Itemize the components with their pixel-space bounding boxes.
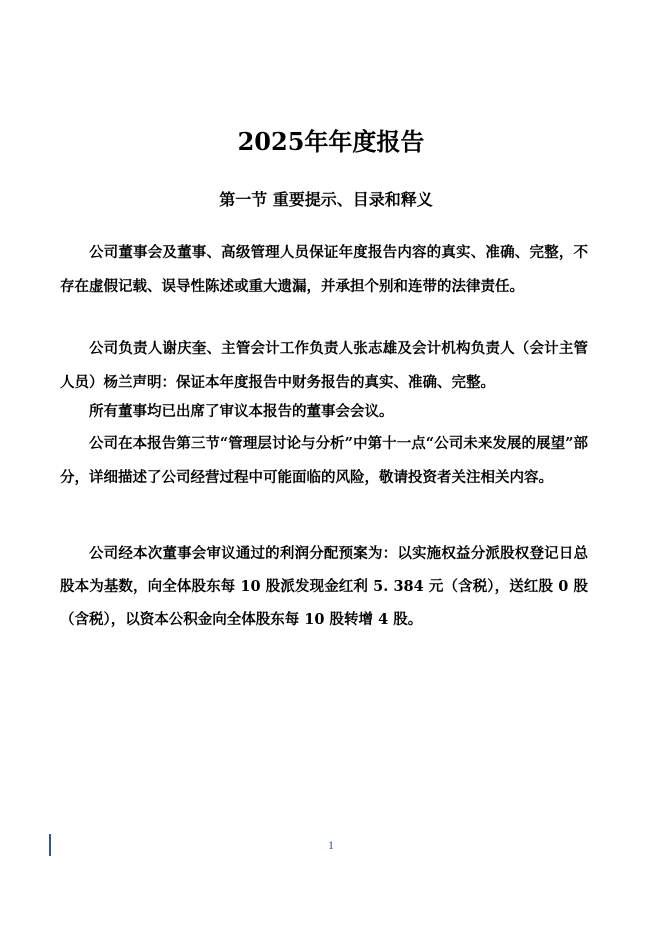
statement-paragraph-board: 公司董事会及董事、高级管理人员保证年度报告内容的真实、准确、完整，不存在虚假记载、误导性陈述或重大遗漏，并承担个别和连带的法律责任。 [60,244,588,295]
report-title: 2025年年度报告 [237,127,425,156]
page-number: 1 [328,838,334,852]
statement-paragraph-responsible-persons: 公司负责人谢庆奎、主管会计工作负责人张志雄及会计机构负责人（会计主管人员）杨兰声明：保证本年度报告中财务报告的真实、准确、完整。 [60,340,588,391]
section-heading: 第一节 重要提示、目录和释义 [219,190,433,209]
statement-paragraph-attendance: 所有董事均已出席了审议本报告的董事会会议。 [89,403,394,420]
statement-paragraph-risk: 公司在本报告第三节“管理层讨论与分析”中第十一点“公司未来发展的展望”部分，详细描述了公司经营过程中可能面临的风险，敬请投资者关注相关内容。 [60,435,588,486]
statement-paragraph-dividend: 公司经本次董事会审议通过的利润分配预案为：以实施权益分派股权登记日总股本为基数，向全体股东每 10 股派发现金红利 5. 384 元（含税），送红股 0 股（含税），以资本公积金向全体股东每 10 股转增 4 股。 [60,545,588,628]
